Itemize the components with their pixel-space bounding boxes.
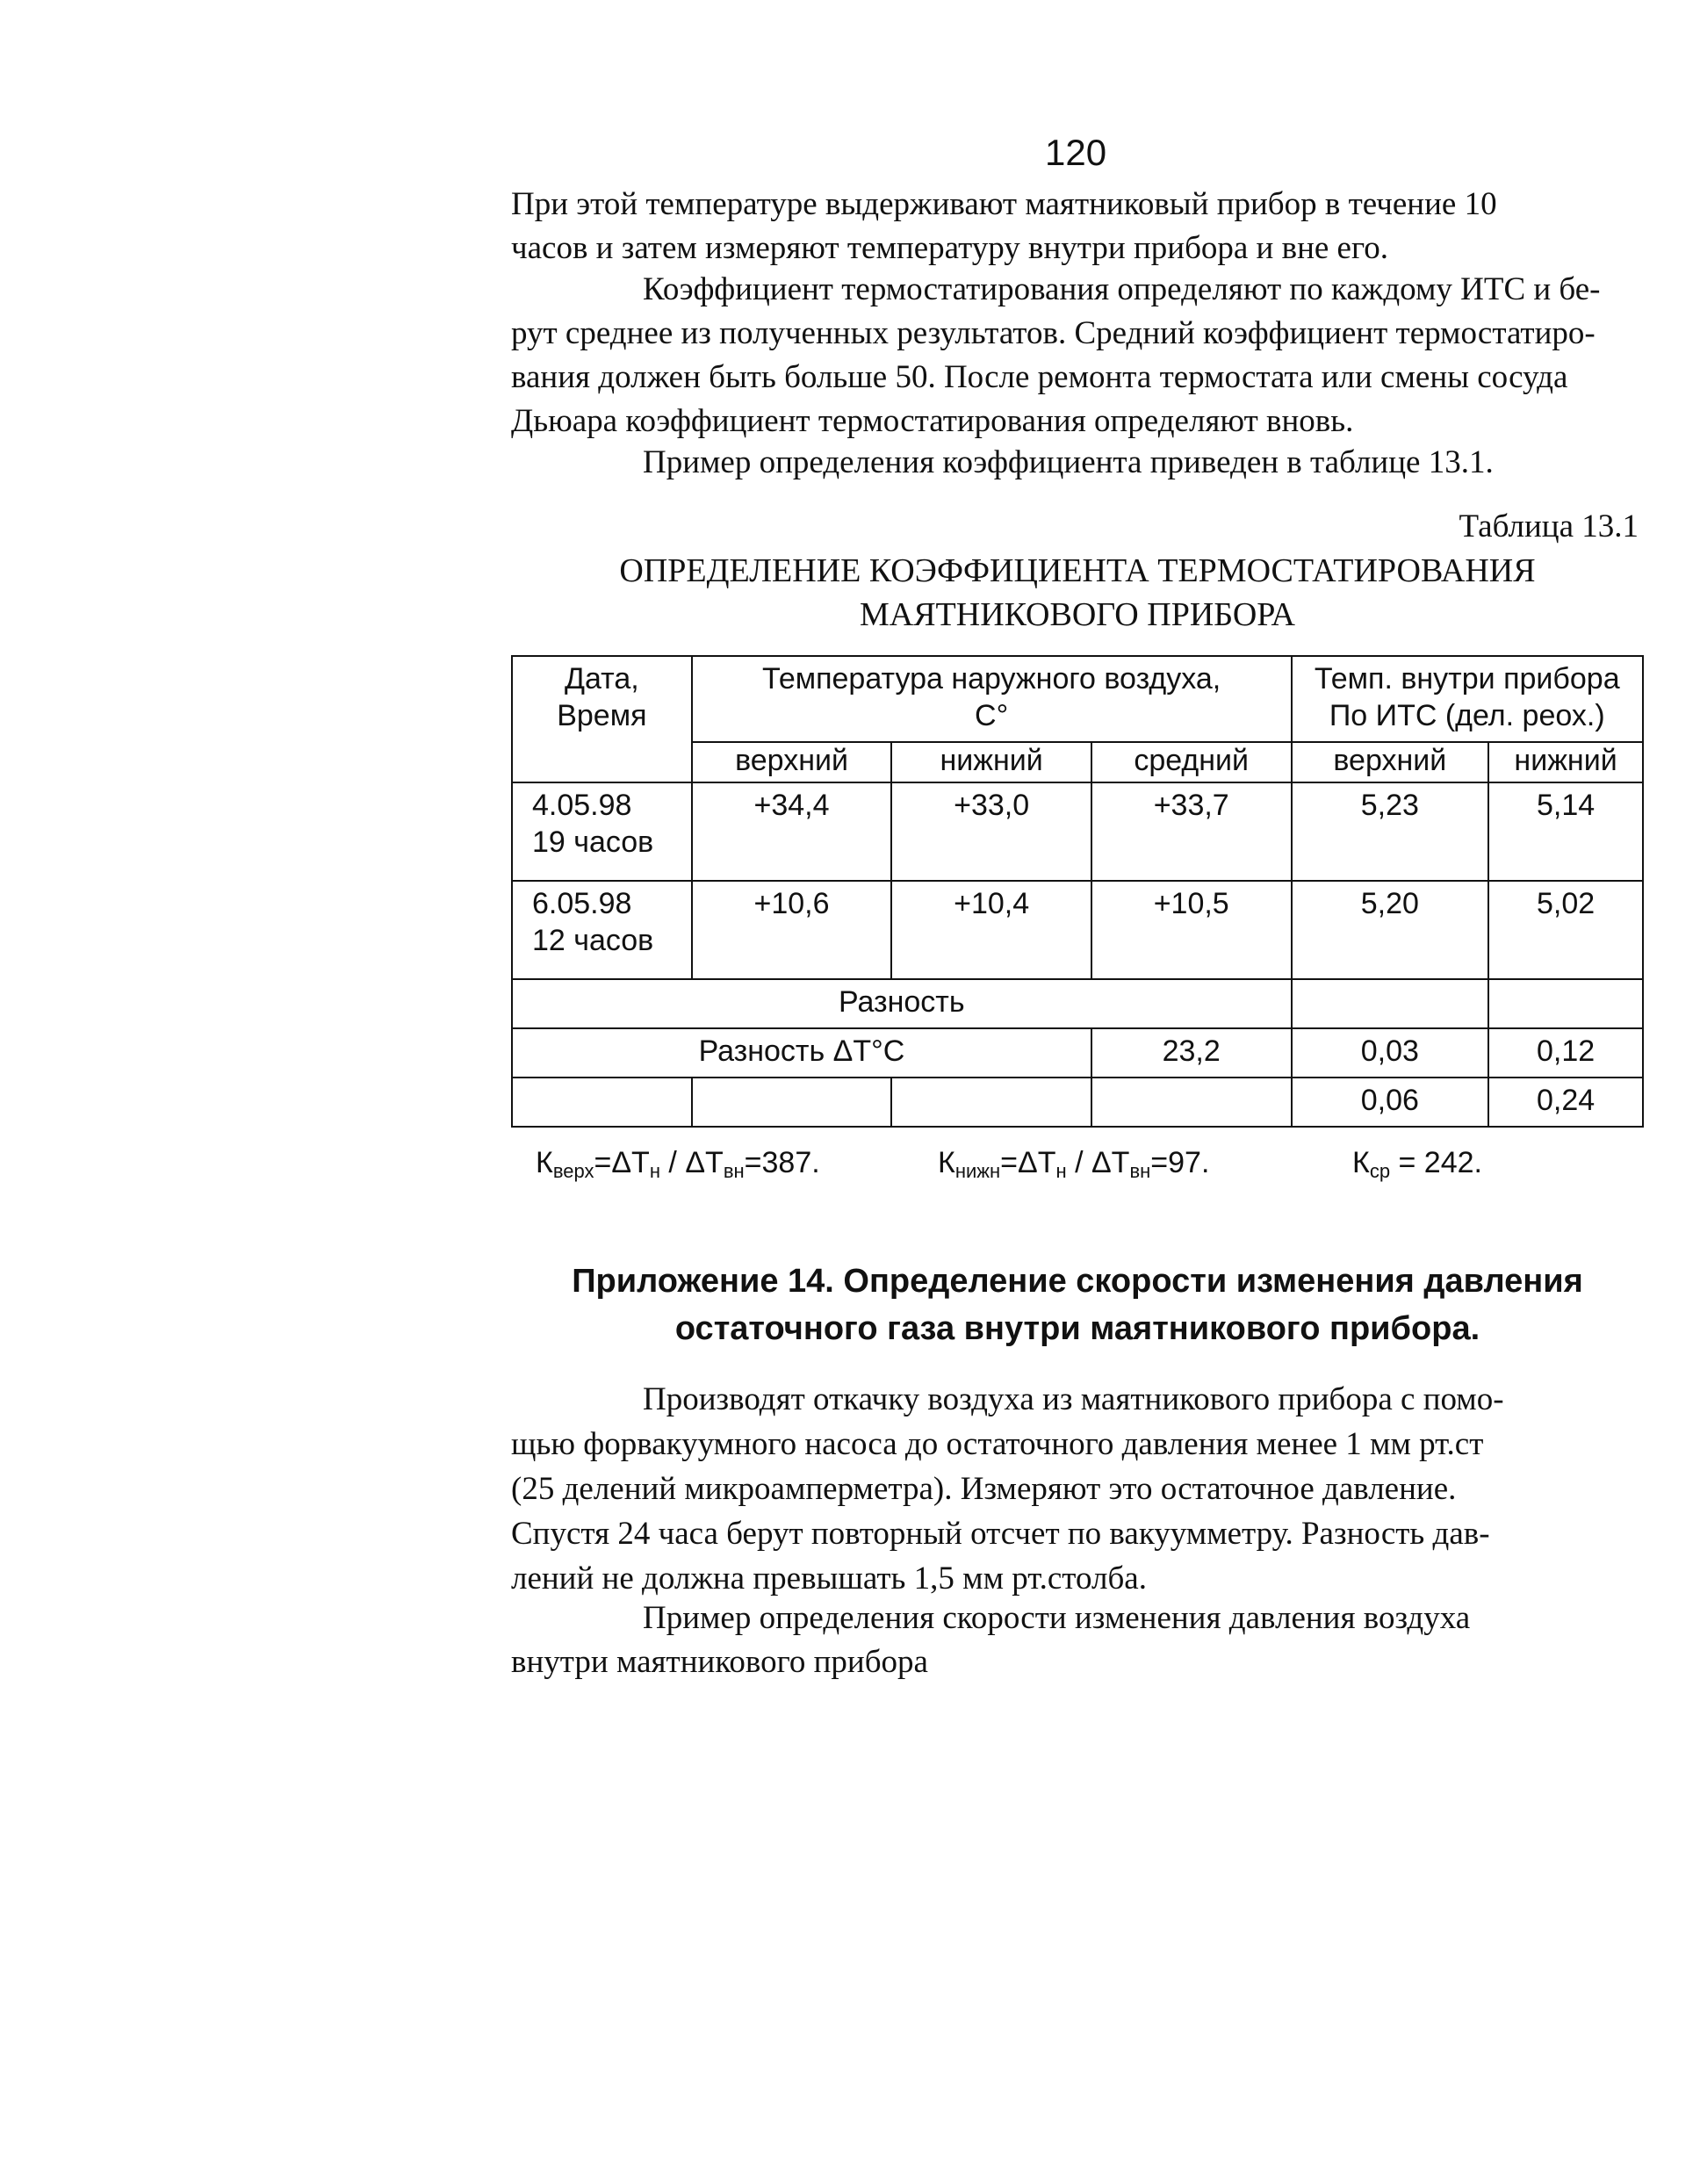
paragraph-coefficient	[511, 268, 1644, 443]
formula-part: / ΔТ	[659, 1146, 724, 1179]
header-date	[512, 656, 692, 782]
table-cell: 5,02	[1488, 881, 1643, 979]
diff-dt-label-cell: Разность ΔТ°С	[512, 1028, 1091, 1078]
header-date-line: Дата,	[564, 662, 639, 696]
header-outside-line: Температура наружного воздуха,	[761, 662, 1221, 696]
table-cell	[891, 1078, 1091, 1127]
table-cell: +10,5	[1091, 881, 1292, 979]
formula-part: =387.	[744, 1146, 820, 1179]
formula-subscript: н	[649, 1160, 660, 1182]
table-row	[512, 881, 1643, 979]
text-line: рут среднее из полученных результатов. Средний коэффициент термостатиро-	[511, 315, 1596, 351]
header-date-line: Время	[557, 699, 647, 732]
table-cell: +10,6	[692, 881, 892, 979]
table-row	[512, 782, 1643, 881]
table-cell: +33,7	[1091, 782, 1292, 881]
text-line: При этой температуре выдерживают маятниковый прибор в течение 10	[511, 186, 1497, 222]
text-line: щью форвакуумного насоса до остаточного давления менее 1 мм рт.ст	[511, 1426, 1484, 1462]
header-inside-line: Темп. внутри прибора	[1314, 662, 1620, 696]
formula-part: =ΔТ	[1000, 1146, 1056, 1179]
table-cell: 0,24	[1488, 1078, 1643, 1127]
table-cell: 5,20	[1292, 881, 1489, 979]
table-cell	[1292, 979, 1489, 1028]
time-value: 19 часов	[532, 825, 654, 859]
diff-label-cell: Разность	[512, 979, 1292, 1028]
date-cell	[512, 881, 692, 979]
table-cell: 0,03	[1292, 1028, 1489, 1078]
text-line: Спустя 24 часа берут повторный отсчет по вакуумметру. Разность дав-	[511, 1516, 1490, 1552]
subheader-cell: верхний	[1292, 742, 1489, 782]
text-line: Производят откачку воздуха из маятникового прибора с помо-	[643, 1381, 1504, 1417]
formula-k-lower	[938, 1146, 1209, 1183]
table-cell: 5,23	[1292, 782, 1489, 881]
header-inside-temp	[1292, 656, 1643, 742]
formula-k-upper	[536, 1146, 820, 1183]
formula-subscript: верх	[552, 1160, 594, 1182]
text-line: Пример определения скорости изменения давления воздуха	[643, 1600, 1471, 1636]
text-line: лений не должна превышать 1,5 мм рт.столба.	[511, 1561, 1147, 1597]
table-cell: 0,06	[1292, 1078, 1489, 1127]
table-row	[512, 1028, 1643, 1078]
formula-k-avg	[1352, 1146, 1482, 1183]
coefficient-table	[511, 655, 1644, 1128]
text-line: часов и затем измеряют температуру внутри прибора и вне его.	[511, 230, 1388, 266]
header-outside-temp	[692, 656, 1292, 742]
formula-subscript: ср	[1369, 1160, 1391, 1182]
text-line: Пример определения коэффициента приведен в таблице 13.1.	[643, 444, 1494, 480]
formula-subscript: н	[1055, 1160, 1067, 1182]
paragraph-intro	[511, 183, 1644, 270]
table-cell: 0,12	[1488, 1028, 1643, 1078]
subheader-cell: нижний	[891, 742, 1091, 782]
text-line: (25 делений микроамперметра). Измеряют это остаточное давление.	[511, 1471, 1457, 1507]
date-cell	[512, 782, 692, 881]
table-cell: 23,2	[1091, 1028, 1292, 1078]
formula-part: / ΔТ	[1066, 1146, 1130, 1179]
text-line: внутри маятникового прибора	[511, 1644, 928, 1680]
text-line: вания должен быть больше 50. После ремонта термостата или смены сосуда	[511, 359, 1568, 395]
paragraph-example-ref	[511, 441, 1644, 485]
formula-part: К	[536, 1146, 553, 1179]
table-cell: 5,14	[1488, 782, 1643, 881]
formula-subscript: нижн	[954, 1160, 1001, 1182]
appendix-heading-line: Приложение 14. Определение скорости изменения давления	[572, 1263, 1583, 1300]
header-inside-line: По ИТС (дел. реох.)	[1329, 699, 1605, 732]
time-value: 12 часов	[532, 924, 654, 957]
subheader-cell: нижний	[1488, 742, 1643, 782]
text-line: Коэффициент термостатирования определяют по каждому ИТС и бе-	[643, 271, 1601, 307]
table-cell	[692, 1078, 892, 1127]
table-cell	[1488, 979, 1643, 1028]
subheader-cell: верхний	[692, 742, 892, 782]
table-cell: +34,4	[692, 782, 892, 881]
table-title	[511, 549, 1644, 637]
formula-part: =ΔТ	[594, 1146, 650, 1179]
text-line: Дьюара коэффициент термостатирования определяют вновь.	[511, 403, 1354, 439]
table-title-line: ОПРЕДЕЛЕНИЕ КОЭФФИЦИЕНТА ТЕРМОСТАТИРОВАНИЯ	[619, 552, 1536, 589]
formula-part: К	[938, 1146, 955, 1179]
table-caption: Таблица 13.1	[1459, 508, 1639, 544]
formula-part: = 242.	[1390, 1146, 1482, 1179]
date-value: 4.05.98	[532, 789, 632, 822]
formula-subscript: вн	[1129, 1160, 1151, 1182]
appendix-heading-line: остаточного газа внутри маятникового прибора.	[674, 1310, 1480, 1347]
table-row	[512, 979, 1643, 1028]
appendix-heading	[511, 1258, 1644, 1352]
table-cell: +10,4	[891, 881, 1091, 979]
table-title-line: МАЯТНИКОВОГО ПРИБОРА	[859, 596, 1295, 633]
table-cell	[1091, 1078, 1292, 1127]
formula-part: =97.	[1150, 1146, 1210, 1179]
table-cell	[512, 1078, 692, 1127]
table-cell: +33,0	[891, 782, 1091, 881]
header-outside-line: С°	[975, 699, 1009, 732]
formula-subscript: вн	[723, 1160, 745, 1182]
formula-part: К	[1352, 1146, 1370, 1179]
paragraph-procedure	[511, 1377, 1644, 1601]
page-number: 120	[1045, 132, 1107, 173]
table-row	[512, 1078, 1643, 1127]
date-value: 6.05.98	[532, 887, 632, 920]
paragraph-example-pressure	[511, 1597, 1644, 1684]
subheader-cell: средний	[1091, 742, 1292, 782]
